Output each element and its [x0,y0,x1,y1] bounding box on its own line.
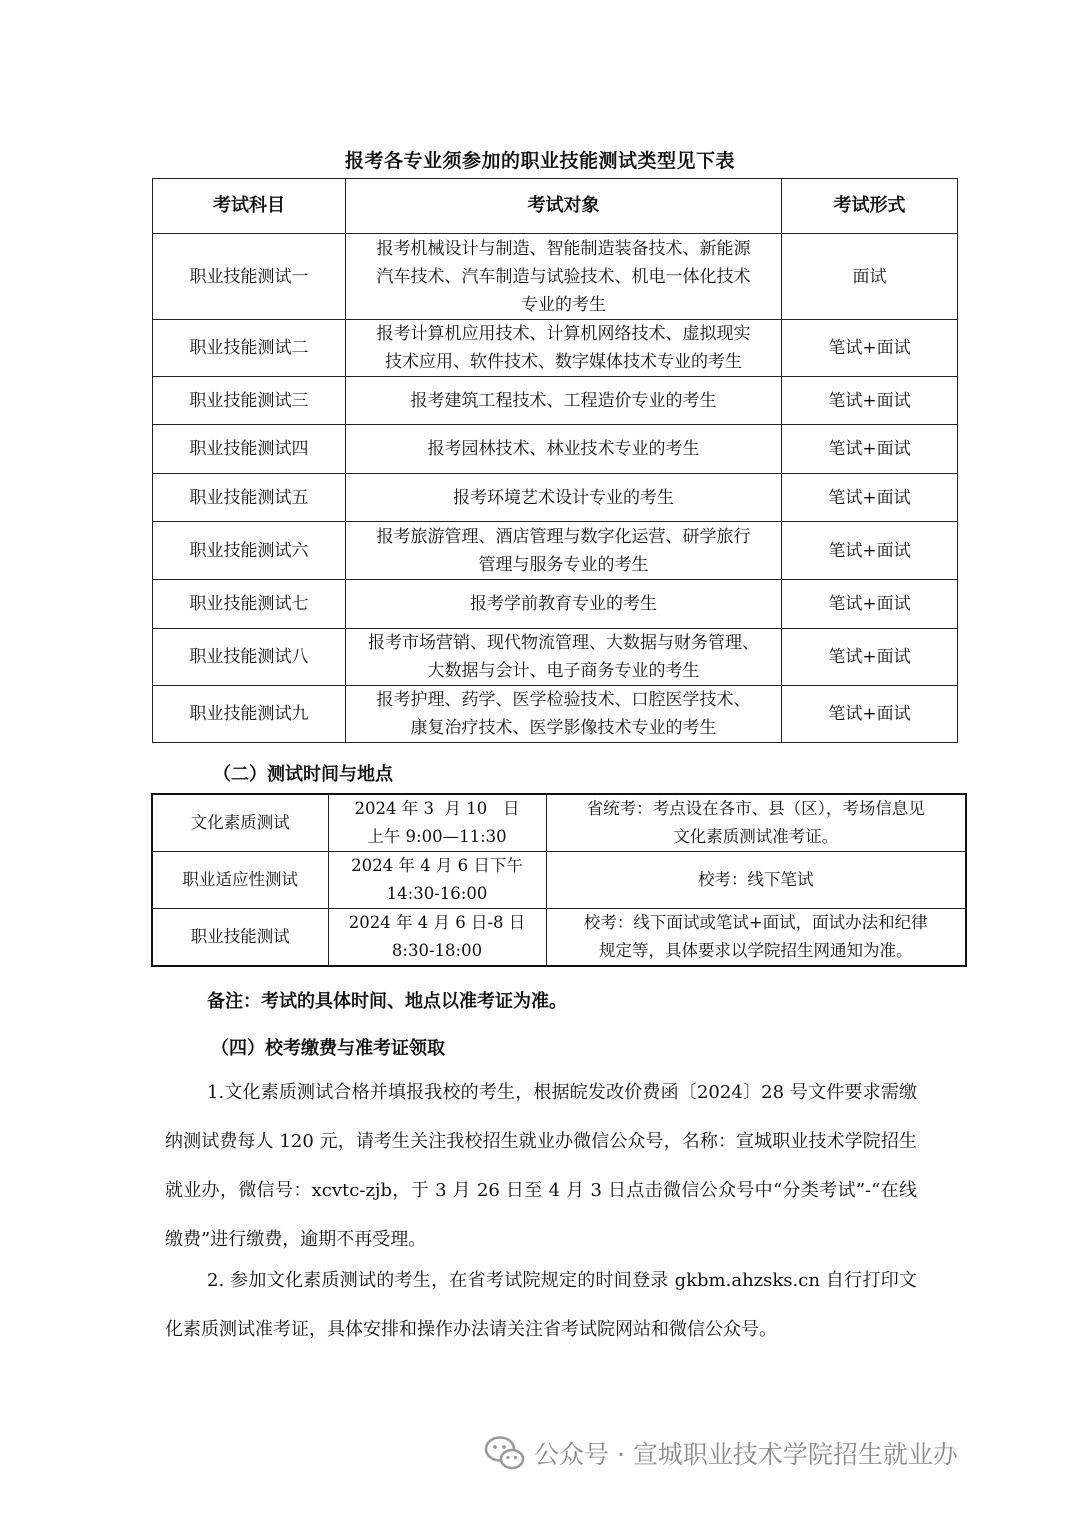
table1-title: 报考各专业须参加的职业技能测试类型见下表 [344,150,735,172]
target-line: 报考环境艺术设计专业的考生 [453,487,674,508]
target-line: 报考旅游管理、酒店管理与数字化运营、研学旅行 [376,526,751,547]
cell-form: 笔试+面试 [782,377,958,425]
section-heading-fee-admission: （四）校考缴费与准考证领取 [211,1038,445,1059]
target-line: 报考市场营销、现代物流管理、大数据与财务管理、 [368,633,759,653]
cell-target [346,580,782,629]
cell-target [346,377,782,425]
target-line: 康复治疗技术、医学影像技术专业的考生 [410,718,717,738]
target-line: 技术应用、软件技术、数字媒体技术专业的考生 [385,352,742,372]
cell-form: 笔试+面试 [782,474,958,522]
wechat-icon [484,1435,526,1471]
header-subject: 考试科目 [153,179,346,234]
cell-form: 面试 [782,234,958,320]
skill-test-table [152,178,958,743]
cell-test-name: 职业技能测试 [152,909,328,967]
cell-subject: 职业技能测试二 [153,320,346,377]
watermark-text: 公众号 · 宣城职业技术学院招生就业办 [534,1440,958,1469]
cell-form: 笔试+面试 [782,425,958,474]
cell-time [328,794,546,852]
cell-subject: 职业技能测试四 [153,425,346,474]
place-line: 校考：线下面试或笔试+面试，面试办法和纪律 [583,913,928,932]
cell-subject: 职业技能测试六 [153,522,346,580]
wechat-watermark [484,1433,958,1473]
target-line: 报考计算机应用技术、计算机网络技术、虚拟现实 [376,324,751,344]
target-line: 报考学前教育专业的考生 [470,594,657,614]
target-line: 报考护理、药学、医学检验技术、口腔医学技术、 [376,690,751,710]
target-line: 管理与服务专业的考生 [478,554,649,575]
table-row [153,234,958,320]
cell-target [346,234,782,320]
place-line: 规定等，具体要求以学院招生网通知为准。 [599,941,913,960]
target-line: 专业的考生 [521,294,606,315]
table-row [153,474,958,522]
cell-place [546,909,966,967]
table-row [152,852,966,909]
cell-place [546,852,966,909]
table-header-row [153,179,958,234]
cell-form: 笔试+面试 [782,686,958,743]
cell-form: 笔试+面试 [782,580,958,629]
cell-target [346,474,782,522]
time-line: 2024 年 4 月 6 日-8 日 [348,913,526,932]
table-row [153,629,958,686]
cell-place [546,794,966,852]
cell-subject: 职业技能测试三 [153,377,346,425]
table-row [152,909,966,967]
paragraph-admission-ticket: 2. 参加文化素质测试的考生，在省考试院规定的时间登录 gkbm.ahzsks.cn 自行打印文化素质测试准考证，具体安排和操作办法请关注省考试院网站和微信公众号。 [165,1270,917,1340]
table-row [153,425,958,474]
time-line: 2024 年 3 月 10 日 [354,799,520,818]
place-line: 省统考：考点设在各市、县（区），考场信息见 [586,799,925,818]
cell-form: 笔试+面试 [782,629,958,686]
section-heading-time-place: （二）测试时间与地点 [213,764,393,785]
cell-test-name: 文化素质测试 [152,794,328,852]
target-line: 大数据与会计、电子商务专业的考生 [427,661,700,681]
cell-time [328,909,546,967]
cell-subject: 职业技能测试五 [153,474,346,522]
paragraph-fee: 1.文化素质测试合格并填报我校的考生，根据皖发改价费函〔2024〕28 号文件要求需缴纳测试费每人 120 元，请考生关注我校招生就业办微信公众号，名称：宣城职业技术学院招生就业办，微信号：xcvtc-zjb，于 3 月 26 日至 4 月 3 日点击微信公众号中“分类考试”-“在线缴费”进行缴费，逾期不再受理。 [165,1082,917,1250]
cell-test-name: 职业适应性测试 [152,852,328,909]
cell-target [346,320,782,377]
header-target: 考试对象 [346,179,782,234]
cell-form: 笔试+面试 [782,522,958,580]
cell-form: 笔试+面试 [782,320,958,377]
schedule-table [151,793,967,967]
table-row [152,794,966,852]
table-row [153,320,958,377]
table-row [153,580,958,629]
cell-subject: 职业技能测试一 [153,234,346,320]
target-line: 报考建筑工程技术、工程造价专业的考生 [410,390,717,411]
cell-time [328,852,546,909]
table-row [153,377,958,425]
target-line: 报考园林技术、林业技术专业的考生 [427,439,700,459]
note-text: 备注：考试的具体时间、地点以准考证为准。 [207,991,567,1012]
target-line: 报考机械设计与制造、智能制造装备技术、新能源 [376,238,751,259]
cell-subject: 职业技能测试七 [153,580,346,629]
table-row [153,522,958,580]
target-line: 汽车技术、汽车制造与试验技术、机电一体化技术 [376,266,751,287]
cell-subject: 职业技能测试九 [153,686,346,743]
cell-target [346,522,782,580]
time-line: 上午 9:00—11:30 [367,827,507,846]
cell-target [346,629,782,686]
place-line: 文化素质测试准考证。 [673,827,839,846]
header-form: 考试形式 [782,179,958,234]
cell-subject: 职业技能测试八 [153,629,346,686]
place-line: 校考：线下笔试 [698,870,814,889]
time-line: 14:30-16:00 [386,884,488,903]
cell-target [346,686,782,743]
time-line: 8:30-18:00 [391,941,483,960]
table-row [153,686,958,743]
cell-target [346,425,782,474]
time-line: 2024 年 4 月 6 日下午 [351,856,523,875]
